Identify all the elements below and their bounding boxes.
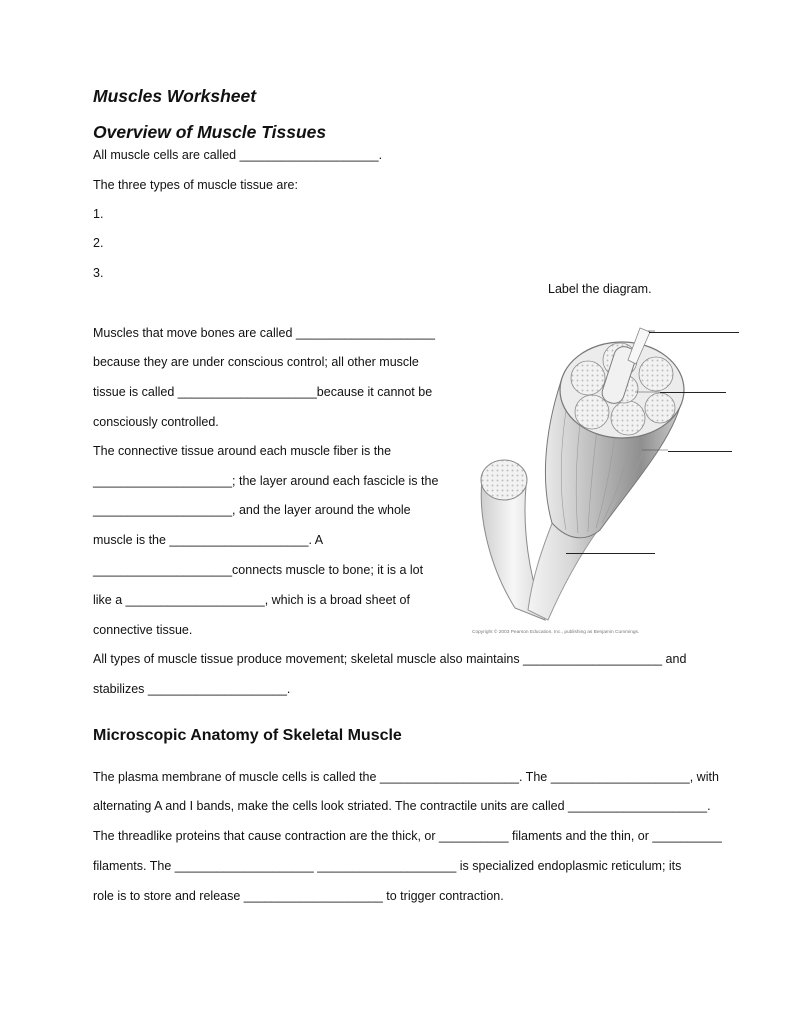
label-blank-2 — [660, 392, 726, 393]
list-item-3: 3. — [93, 266, 104, 280]
paragraph-line: connective tissue. — [93, 623, 193, 637]
worksheet-title: Muscles Worksheet — [93, 86, 257, 106]
label-blank-3 — [668, 451, 732, 452]
list-item-1: 1. — [93, 207, 104, 221]
list-item-2: 2. — [93, 236, 104, 250]
paragraph-line: All types of muscle tissue produce movement; skeletal muscle also maintains ____________________ and — [93, 652, 687, 666]
diagram-caption: Label the diagram. — [548, 282, 652, 296]
question-muscle-cells: All muscle cells are called ____________________. — [93, 148, 383, 162]
paragraph-line: The connective tissue around each muscle fiber is the — [93, 444, 392, 458]
question-three-types: The three types of muscle tissue are: — [93, 178, 298, 192]
section-heading-microscopic: Microscopic Anatomy of Skeletal Muscle — [93, 727, 402, 744]
paragraph-line: alternating A and I bands, make the cells look striated. The contractile units are called ____________________. — [93, 799, 711, 813]
label-blank-1 — [649, 332, 739, 333]
paragraph-line: consciously controlled. — [93, 415, 219, 429]
paragraph-line: The threadlike proteins that cause contraction are the thick, or __________ filaments and the thin, or __________ — [93, 829, 722, 843]
paragraph-line: ____________________; the layer around each fascicle is the — [93, 474, 439, 488]
paragraph-line: role is to store and release ____________________ to trigger contraction. — [93, 889, 504, 903]
paragraph-line: because they are under conscious control; all other muscle — [93, 355, 419, 369]
paragraph-line: Muscles that move bones are called ____________________ — [93, 326, 435, 340]
paragraph-line: filaments. The ____________________ ____________________ is specialized endoplasmic reticulum; its — [93, 859, 682, 873]
section-heading-overview: Overview of Muscle Tissues — [93, 122, 327, 142]
muscle-diagram — [470, 318, 745, 640]
paragraph-line: ____________________connects muscle to bone; it is a lot — [93, 563, 424, 577]
paragraph-line: The plasma membrane of muscle cells is called the ____________________. The ____________________, with — [93, 770, 719, 784]
paragraph-line: like a ____________________, which is a broad sheet of — [93, 593, 410, 607]
label-blank-4 — [566, 553, 655, 554]
paragraph-line: stabilizes ____________________. — [93, 682, 291, 696]
paragraph-line: tissue is called ____________________because it cannot be — [93, 385, 433, 399]
paragraph-line: muscle is the ____________________. A — [93, 533, 324, 547]
paragraph-line: ____________________, and the layer around the whole — [93, 503, 411, 517]
diagram-copyright: Copyright © 2003 Pearson Education, Inc., publishing as Benjamin Cummings. — [472, 630, 640, 635]
